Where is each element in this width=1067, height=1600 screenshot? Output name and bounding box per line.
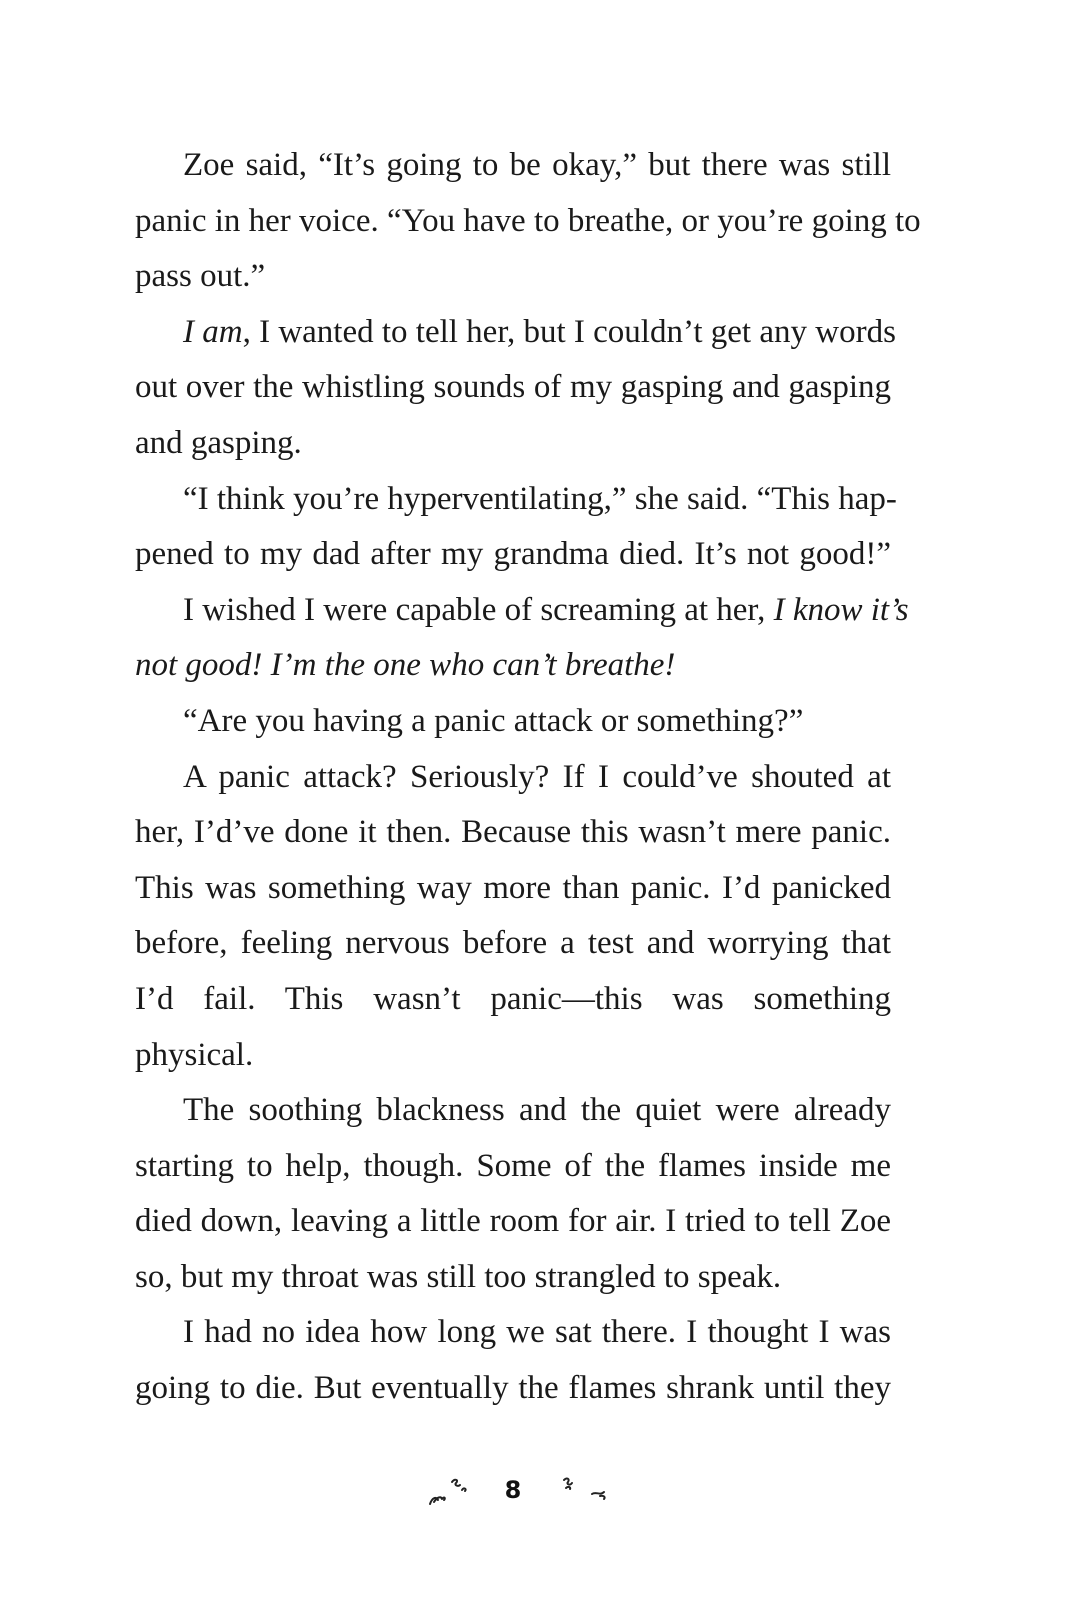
text-line: “Are you having a panic attack or something?” bbox=[183, 702, 804, 739]
text-line bbox=[135, 305, 896, 361]
italic-text: I am bbox=[183, 313, 243, 350]
text-run: , I wanted to tell her, but I couldn’t get any words bbox=[242, 313, 896, 350]
text-line: I had no idea how long we sat there. I thought I was bbox=[183, 1314, 891, 1351]
text-line: died down, leaving a little room for air. I tried to tell Zoe bbox=[135, 1203, 891, 1240]
text-line: out over the whistling sounds of my gasping and gasping bbox=[135, 369, 891, 406]
text-line: The soothing blackness and the quiet were already bbox=[183, 1092, 891, 1129]
text-line: so, but my throat was still too strangled to speak. bbox=[135, 1258, 782, 1295]
page-number: 8 bbox=[504, 1476, 522, 1504]
text-line: “I think you’re hyperventilating,” she said. “This hap- bbox=[183, 480, 897, 517]
text-line: before, feeling nervous before a test and worrying that bbox=[135, 925, 891, 962]
text-line: pass out.” bbox=[135, 258, 266, 295]
text-line: physical. bbox=[135, 1036, 254, 1073]
text-line bbox=[135, 583, 909, 639]
text-line: pened to my dad after my grandma died. It’s not good!” bbox=[135, 536, 891, 573]
text-line: and gasping. bbox=[135, 424, 302, 461]
text-line: her, I’d’ve done it then. Because this wasn’t mere panic. bbox=[135, 814, 891, 851]
text-line: A panic attack? Seriously? If I could’ve shouted at bbox=[183, 758, 891, 795]
text-line: starting to help, though. Some of the flames inside me bbox=[135, 1147, 891, 1184]
page-footer bbox=[0, 1474, 1067, 1514]
text-run: I wished I were capable of screaming at her, bbox=[183, 591, 774, 628]
flame-ornament-left-icon bbox=[428, 1474, 472, 1508]
flame-ornament-right-icon bbox=[560, 1474, 610, 1508]
body-text bbox=[135, 138, 921, 1417]
italic-text: not good! I’m the one who can’t breathe! bbox=[135, 647, 676, 684]
text-line: Zoe said, “It’s going to be okay,” but there was still bbox=[183, 147, 891, 183]
text-line: This was something way more than panic. I’d panicked bbox=[135, 869, 891, 906]
text-line: panic in her voice. “You have to breathe, or you’re going to bbox=[135, 202, 921, 239]
text-line: going to die. But eventually the flames shrank until they bbox=[135, 1370, 891, 1407]
text-line: I’d fail. This wasn’t panic—this was something bbox=[135, 980, 891, 1017]
italic-text: I know it’s bbox=[773, 591, 909, 628]
text-line bbox=[135, 638, 891, 694]
